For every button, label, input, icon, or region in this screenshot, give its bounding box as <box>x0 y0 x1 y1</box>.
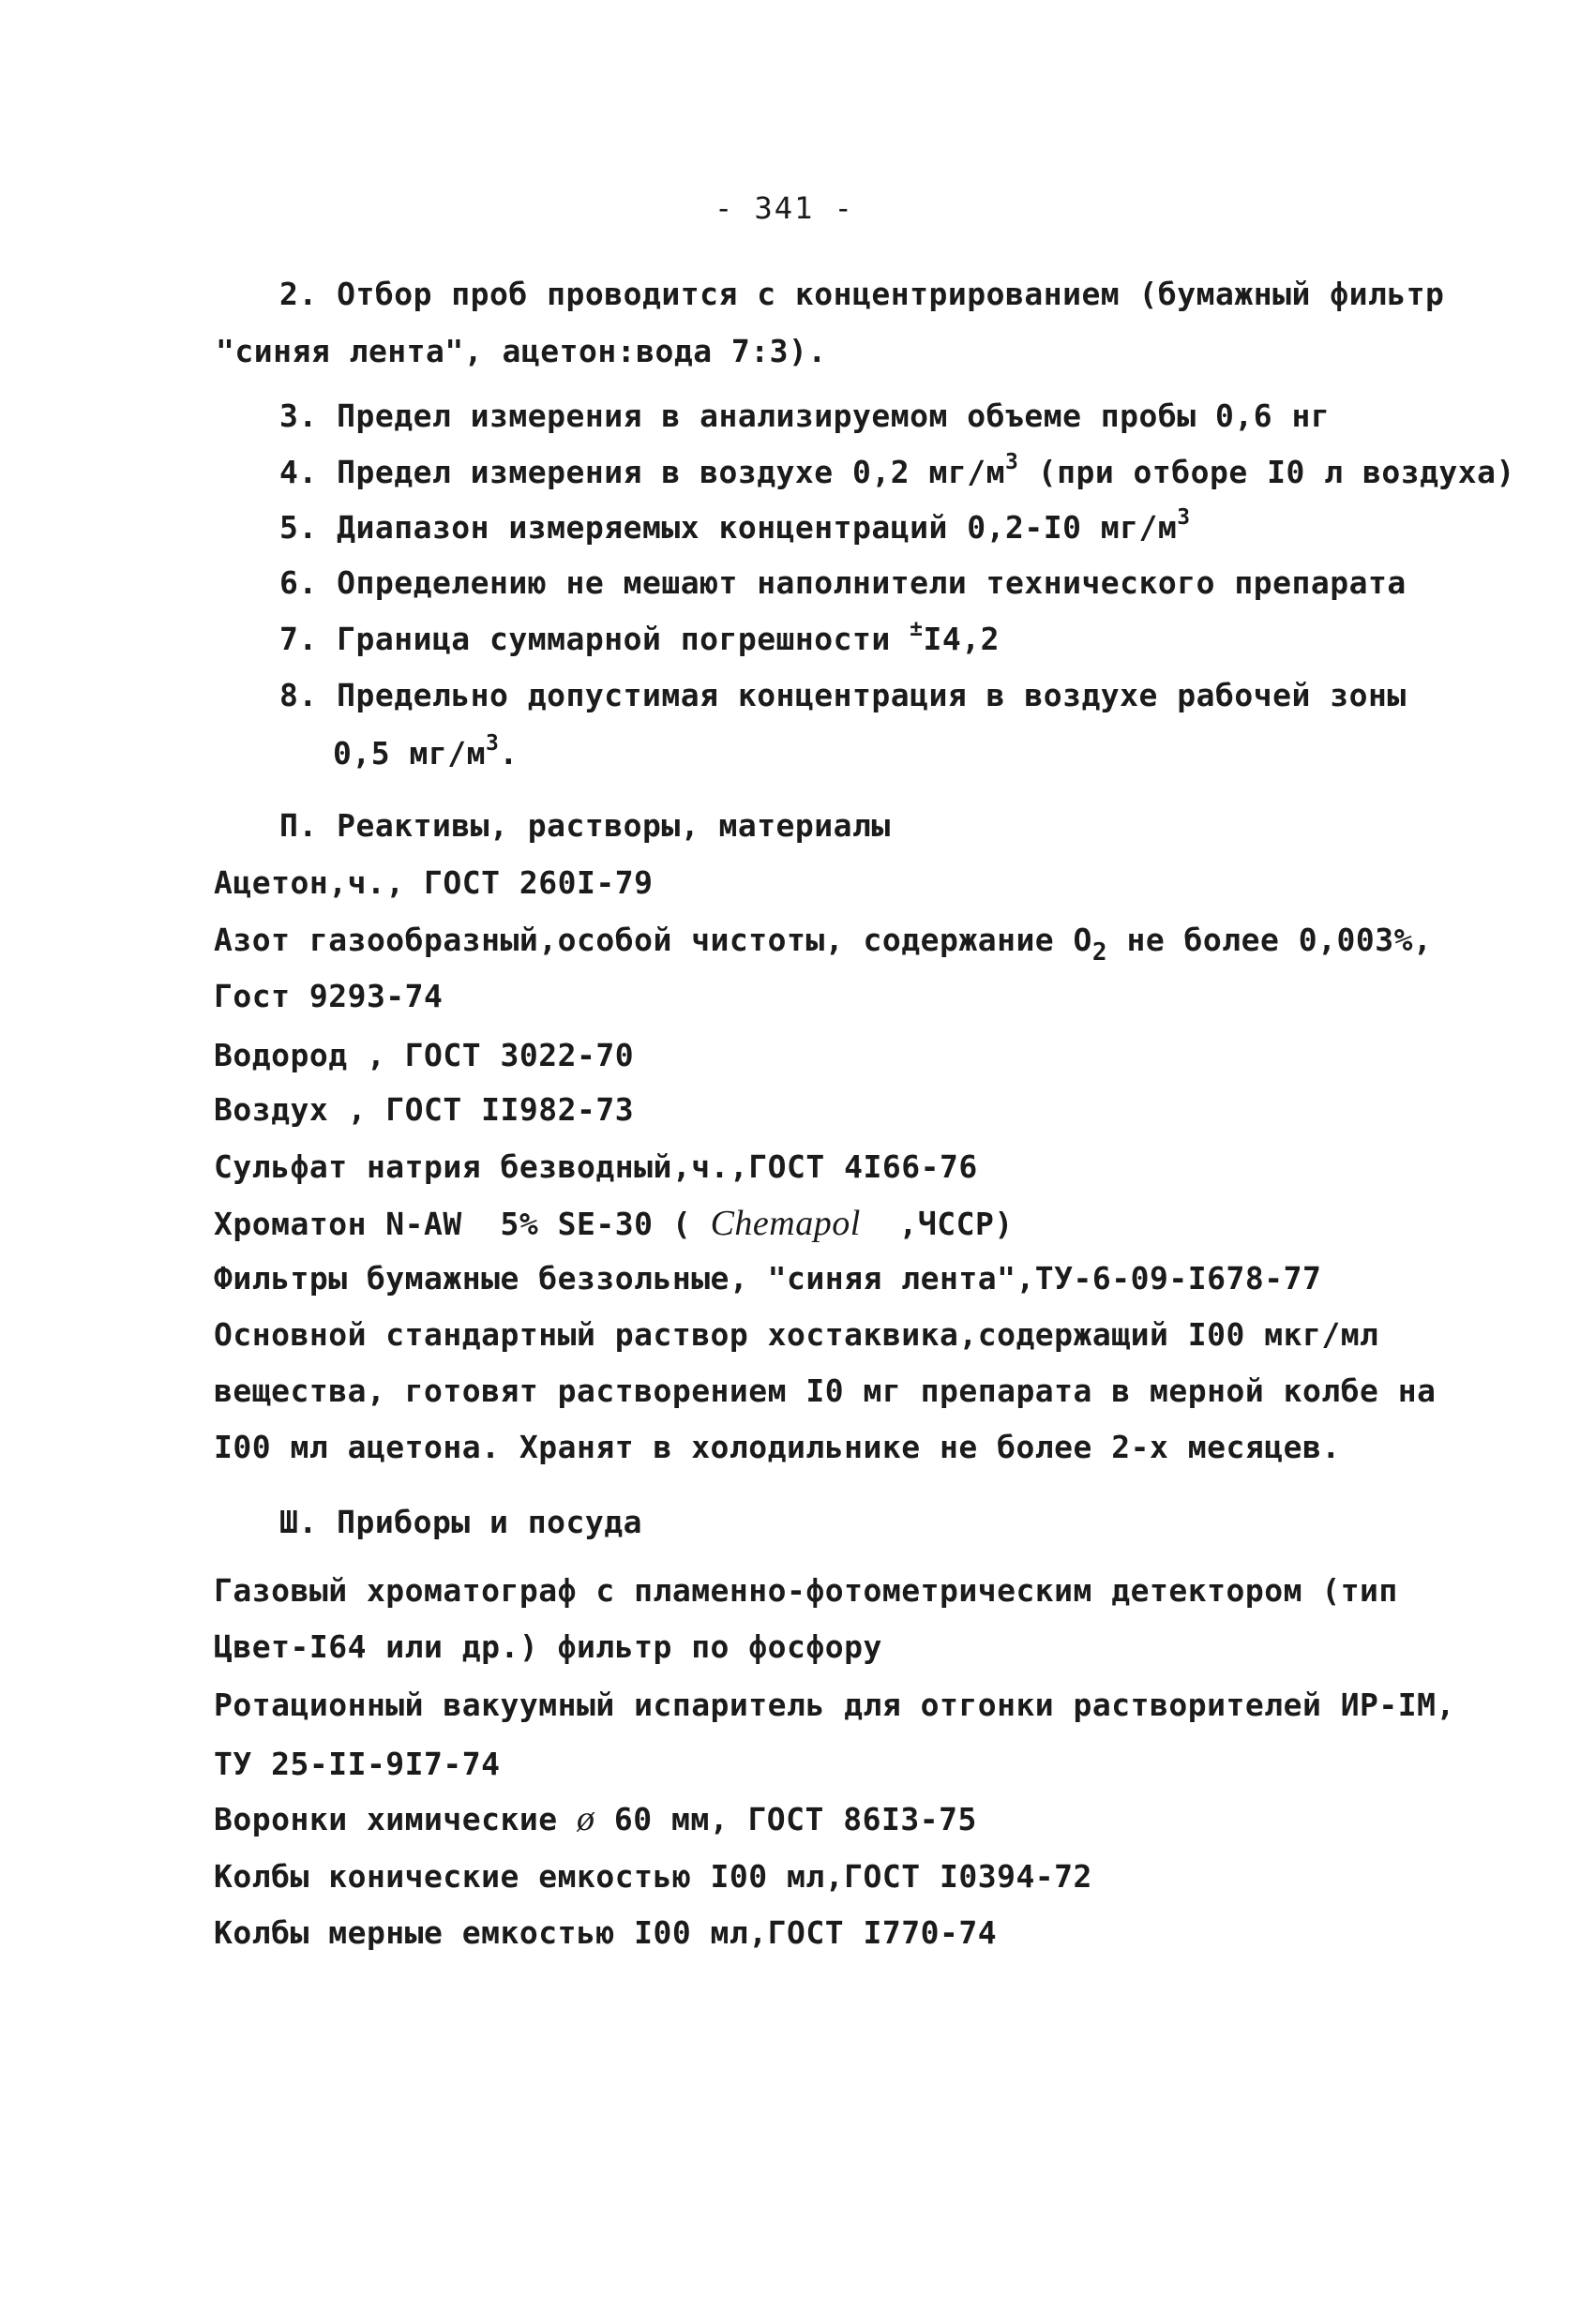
reagent-hydrogen: Водород , ГОСТ 3022-70 <box>214 1037 635 1073</box>
reagent-nitrogen-gost: Гост 9293-74 <box>214 978 444 1014</box>
list-item-2-line-1: 2. Отбор проб проводится с концентрированием (бумажный фильтр <box>279 276 1445 312</box>
section-2-heading: П. Реактивы, растворы, материалы <box>279 807 891 844</box>
equipment-funnels <box>214 1800 977 1838</box>
equipment-evaporator-line-2: ТУ 25-II-9I7-74 <box>214 1746 501 1782</box>
reagent-nitrogen-text: Азот газообразный,особой чистоты, содержание O <box>214 922 1092 958</box>
equipment-funnels-text: Воронки химические <box>214 1801 577 1837</box>
reagent-filters: Фильтры бумажные беззольные, "синяя лента",ТУ-6-09-I678-77 <box>214 1260 1322 1297</box>
reagent-nitrogen-text-end: не более 0,003%, <box>1107 922 1433 958</box>
diameter-symbol: ø <box>577 1799 595 1838</box>
equipment-volumetric-flasks: Колбы мерные емкостью I00 мл,ГОСТ I770-74 <box>214 1914 998 1951</box>
list-item-8-line-2 <box>333 731 519 772</box>
stock-solution-line-2: вещества, готовят растворением I0 мг препарата в мерной колбе на <box>214 1372 1437 1409</box>
subscript-2: 2 <box>1091 938 1108 967</box>
equipment-evaporator-line-1: Ротационный вакуумный испаритель для отгонки растворителей ИР-IM, <box>214 1687 1455 1723</box>
list-item-2-line-2: "синяя лента", ацетон:вода 7:3). <box>216 333 827 369</box>
equipment-gc-line-1: Газовый хроматограф с пламенно-фотометрическим детектором (тип <box>214 1572 1398 1609</box>
reagent-acetone: Ацетон,ч., ГОСТ 260I-79 <box>214 864 654 901</box>
list-item-3: 3. Предел измерения в анализируемом объеме пробы 0,6 нг <box>279 397 1331 434</box>
section-3-heading: Ш. Приборы и посуда <box>279 1504 642 1540</box>
list-item-7-text: 7. Граница суммарной погрешности <box>279 621 910 657</box>
equipment-funnels-text-end: 60 мм, ГОСТ 86I3-75 <box>594 1801 977 1837</box>
list-item-8-period: . <box>499 735 519 772</box>
list-item-4-text-end: (при отборе I0 л воздуха) <box>1018 454 1515 490</box>
list-item-6: 6. Определению не мешают наполнители технического препарата <box>279 564 1407 601</box>
page-number: - 341 - <box>715 190 854 226</box>
list-item-5-text: 5. Диапазон измеряемых концентраций 0,2-I0 мг/м <box>279 509 1178 546</box>
list-item-5 <box>279 505 1191 547</box>
superscript-3: 3 <box>1004 450 1019 474</box>
list-item-4 <box>279 450 1515 491</box>
equipment-conical-flasks: Колбы конические емкостью I00 мл,ГОСТ I0394-72 <box>214 1858 1092 1895</box>
list-item-8-value: 0,5 мг/м <box>333 735 486 772</box>
stock-solution-line-1: Основной стандартный раствор хостаквика,содержащий I00 мкг/мл <box>214 1316 1379 1353</box>
reagent-air: Воздух , ГОСТ II982-73 <box>214 1091 635 1128</box>
list-item-4-text: 4. Предел измерения в воздухе 0,2 мг/м <box>279 454 1005 490</box>
superscript-3: 3 <box>1177 505 1191 530</box>
reagent-chromaton <box>214 1205 1014 1243</box>
stock-solution-line-3: I00 мл ацетона. Хранят в холодильнике не более 2-х месяцев. <box>214 1429 1341 1465</box>
list-item-7 <box>279 617 1000 658</box>
reagent-chromaton-text-end: ,ЧССР) <box>860 1206 1014 1242</box>
reagent-nitrogen <box>214 922 1433 967</box>
equipment-gc-line-2: Цвет-I64 или др.) фильтр по фосфору <box>214 1628 882 1665</box>
handwritten-chemapol: Chemapol <box>710 1204 861 1243</box>
list-item-8-line-1: 8. Предельно допустимая концентрация в воздухе рабочей зоны <box>279 677 1407 713</box>
list-item-7-value: I4,2 <box>923 621 1000 657</box>
plus-minus-symbol: ± <box>910 617 924 641</box>
reagent-sodium-sulfate: Сульфат натрия безводный,ч.,ГОСТ 4I66-76 <box>214 1148 978 1185</box>
reagent-chromaton-text: Хроматон N-AW 5% SE-30 ( <box>214 1206 711 1242</box>
superscript-3: 3 <box>485 731 500 756</box>
